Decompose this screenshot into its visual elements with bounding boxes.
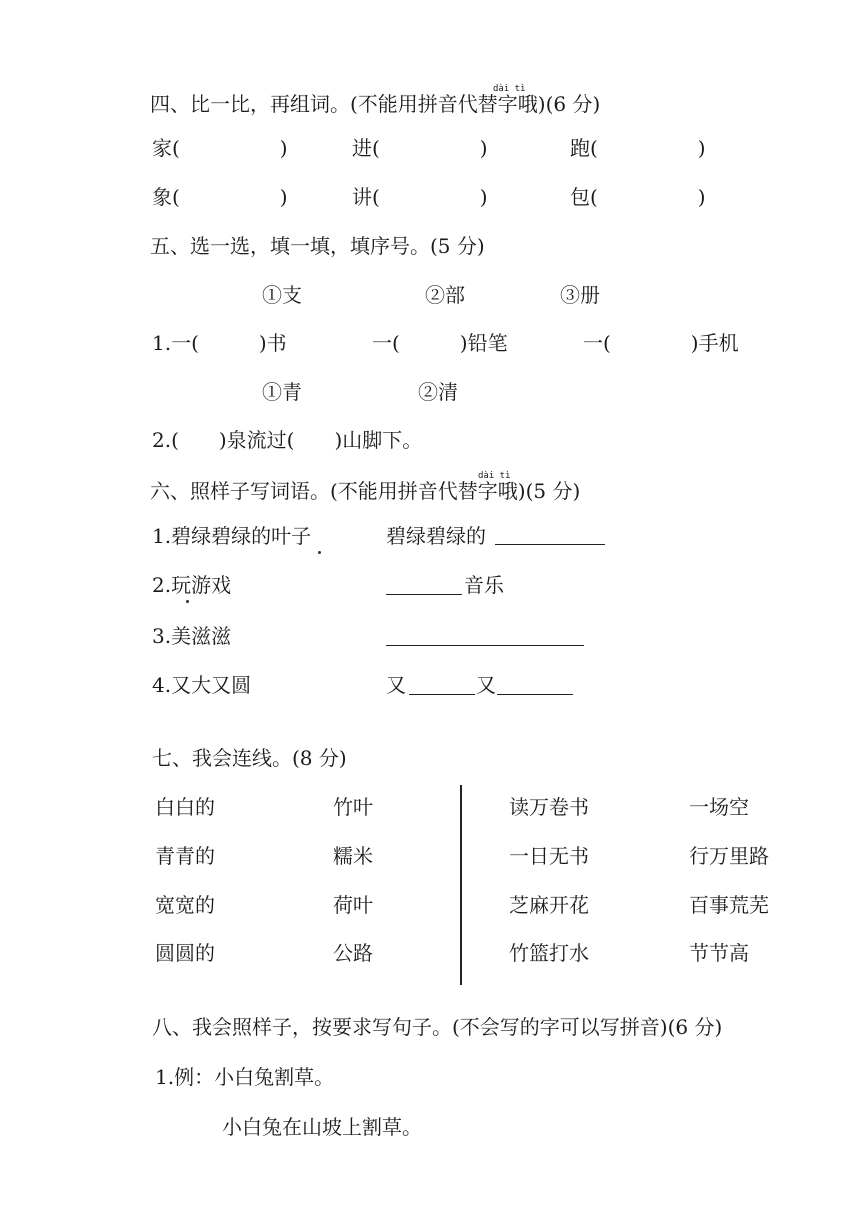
example-4-left: 4.又大又圆: [152, 673, 252, 697]
question-1-phone: 一( )手机: [583, 331, 739, 355]
option-ce: ③册: [560, 283, 600, 307]
question-1-pencil: 一( )铅笔: [372, 331, 508, 355]
example-1-right: 碧绿碧绿的: [386, 524, 486, 548]
word-blank-jiang: 讲( ): [352, 185, 488, 209]
option-qing-1: ①青: [262, 380, 302, 404]
word-blank-xiang: 象( ): [152, 185, 288, 209]
answer-blank-4a[interactable]: [409, 694, 475, 695]
match-right-b[interactable]: 行万里路: [689, 844, 769, 868]
word-blank-jin: 进( ): [352, 136, 488, 160]
section-8-title: 八、我会照样子，按要求写句子。(不会写的字可以写拼音)(6 分): [152, 1015, 723, 1039]
match-right-a[interactable]: 竹篮打水: [509, 941, 589, 965]
match-left-a[interactable]: 宽宽的: [155, 893, 215, 917]
match-right-a[interactable]: 读万卷书: [509, 795, 589, 819]
match-right-b[interactable]: 百事荒芜: [689, 893, 769, 917]
section-4-title: 四、比一比，再组词。(不能用拼音代替字哦)(6 分): [150, 92, 601, 116]
match-left-b[interactable]: 荷叶: [333, 893, 373, 917]
example-1-left: 1.碧绿碧绿的叶子: [152, 524, 312, 548]
example-4-you-a: 又: [386, 673, 406, 697]
match-left-a[interactable]: 白白的: [155, 795, 215, 819]
option-bu: ②部: [425, 283, 465, 307]
example-2-left: 2.玩游戏: [152, 573, 232, 597]
match-right-b[interactable]: 节节高: [689, 941, 749, 965]
example-3-left: 3.美滋滋: [152, 624, 232, 648]
section-7-title: 七、我会连线。(8 分): [152, 746, 347, 770]
expanded-sentence: 小白兔在山坡上割草。: [222, 1115, 422, 1139]
answer-blank-1[interactable]: [495, 544, 605, 545]
emphasis-dot: [186, 600, 189, 603]
answer-blank-3[interactable]: [386, 645, 584, 646]
match-left-a[interactable]: 圆圆的: [155, 941, 215, 965]
option-qing-2: ②清: [418, 380, 458, 404]
pinyin-annotation: dài tì: [493, 84, 526, 94]
match-left-a[interactable]: 青青的: [155, 844, 215, 868]
option-zhi: ①支: [262, 283, 302, 307]
word-blank-jia: 家( ): [152, 136, 288, 160]
emphasis-dot: [318, 551, 321, 554]
match-left-b[interactable]: 公路: [333, 941, 373, 965]
match-left-b[interactable]: 竹叶: [333, 795, 373, 819]
match-left-b[interactable]: 糯米: [333, 844, 373, 868]
example-4-you-b: 又: [476, 673, 496, 697]
question-2-spring: 2.( )泉流过( )山脚下。: [152, 428, 423, 452]
answer-blank-2[interactable]: [386, 594, 462, 595]
example-sentence: 1.例：小白兔割草。: [155, 1065, 335, 1089]
section-5-title: 五、选一选，填一填，填序号。(5 分): [150, 234, 485, 258]
section-6-title: 六、照样子写词语。(不能用拼音代替字哦)(5 分): [150, 479, 581, 503]
pinyin-annotation: dài tì: [478, 471, 511, 481]
question-1-book: 1.一( )书: [152, 331, 287, 355]
match-right-a[interactable]: 芝麻开花: [509, 893, 589, 917]
example-2-right: 音乐: [464, 573, 504, 597]
answer-blank-4b[interactable]: [497, 694, 573, 695]
divider-line: [460, 785, 462, 985]
match-right-a[interactable]: 一日无书: [509, 844, 589, 868]
word-blank-bao: 包( ): [570, 185, 706, 209]
match-right-b[interactable]: 一场空: [689, 795, 749, 819]
word-blank-pao: 跑( ): [570, 136, 706, 160]
